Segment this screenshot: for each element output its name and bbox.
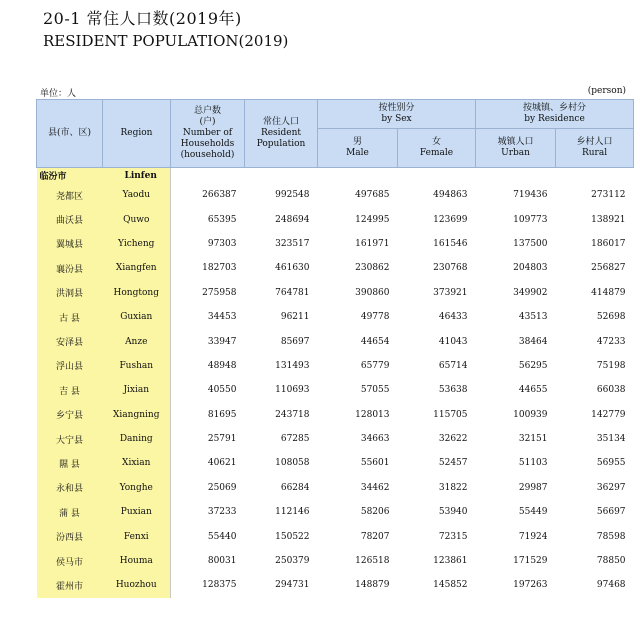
cell-female: 494863 (433, 190, 468, 201)
row-name-en: Anze (103, 329, 171, 353)
row-name-cn: 翼城县 (37, 232, 103, 256)
row-name-en: Yaodu (103, 183, 171, 207)
table-row (37, 183, 634, 207)
cell-resident: 67285 (280, 434, 310, 445)
cell-female: 161546 (433, 238, 468, 249)
cell-male: 128013 (355, 409, 390, 420)
header-resident (245, 100, 318, 168)
cell-female: 145852 (433, 580, 468, 591)
cell-female: 230768 (433, 263, 468, 274)
header-urban-en: Urban (501, 148, 530, 158)
cell-resident: 243718 (275, 409, 310, 420)
row-name-en: Xixian (103, 451, 171, 475)
row-name-en: Puxian (103, 500, 171, 524)
header-by-sex-cn: 按性别分 (378, 103, 415, 113)
cell-male: 161971 (355, 238, 390, 249)
header-rural (556, 129, 634, 168)
table-row (37, 354, 634, 378)
cell-resident: 112146 (275, 507, 310, 518)
cell-resident: 131493 (275, 360, 310, 371)
header-by-sex (318, 100, 476, 129)
cell-households: 40550 (171, 378, 245, 402)
row-name-cn: 汾西县 (37, 524, 103, 548)
cell-urban: 38464 (518, 336, 548, 347)
row-name-cn: 蒲 县 (37, 500, 103, 524)
cell-resident: 294731 (275, 580, 310, 591)
cell-male: 55601 (360, 458, 390, 469)
row-name-en: Quwo (103, 207, 171, 231)
row-name-en: Xiangfen (103, 256, 171, 280)
cell-rural: 78850 (596, 556, 626, 567)
cell-female: 52457 (438, 458, 468, 469)
cell-urban: 109773 (513, 214, 548, 225)
cell-urban: 100939 (513, 409, 548, 420)
table-row (37, 403, 634, 427)
row-name-cn: 大宁县 (37, 427, 103, 451)
row-name-cn: 尧都区 (37, 183, 103, 207)
cell-female: 53940 (438, 507, 468, 518)
cell-households: 266387 (171, 183, 245, 207)
table-row (37, 451, 634, 475)
row-name-cn: 浮山县 (37, 354, 103, 378)
header-by-residence-cn: 按城镇、乡村分 (523, 103, 587, 113)
header-resident-cn: 常住人口 (262, 117, 299, 127)
header-county-cn: 县(市、区) (37, 100, 103, 168)
cell-resident: 150522 (275, 531, 310, 542)
cell-urban: 137500 (513, 238, 548, 249)
table-row (37, 207, 634, 231)
cell-female: 53638 (438, 385, 468, 396)
row-name-en: Yicheng (103, 232, 171, 256)
cell-rural: 138921 (591, 214, 626, 225)
group-name-en: Linfen (103, 168, 171, 184)
table-row (37, 524, 634, 548)
table-row (37, 329, 634, 353)
cell-urban: 204803 (513, 263, 548, 274)
cell-female: 115705 (433, 409, 468, 420)
header-urban (476, 129, 556, 168)
cell-rural: 36297 (596, 482, 626, 493)
title-english: RESIDENT POPULATION(2019) (43, 32, 289, 50)
row-name-cn: 永和县 (37, 476, 103, 500)
table-row (37, 378, 634, 402)
row-name-cn: 襄汾县 (37, 256, 103, 280)
row-name-en: Fushan (103, 354, 171, 378)
row-name-en: Houma (103, 549, 171, 573)
cell-female: 41043 (438, 336, 468, 347)
cell-households: 65395 (171, 207, 245, 231)
table-row (37, 573, 634, 597)
group-row (37, 168, 634, 184)
row-name-en: Hongtong (103, 281, 171, 305)
cell-households: 275958 (171, 281, 245, 305)
header-households-cn-unit: (户) (199, 117, 216, 127)
population-table (36, 99, 634, 598)
header-by-residence (476, 100, 634, 129)
header-by-residence-en: by Residence (524, 114, 585, 124)
header-female-cn: 女 (432, 137, 442, 147)
table-row (37, 256, 634, 280)
table-row (37, 549, 634, 573)
row-name-cn: 安泽县 (37, 329, 103, 353)
cell-male: 148879 (355, 580, 390, 591)
header-male (318, 129, 398, 168)
row-name-en: Daning (103, 427, 171, 451)
cell-households: 81695 (171, 403, 245, 427)
row-name-cn: 洪洞县 (37, 281, 103, 305)
cell-female: 72315 (438, 531, 468, 542)
cell-urban: 29987 (518, 482, 548, 493)
cell-urban: 43513 (518, 312, 548, 323)
row-name-en: Yonghe (103, 476, 171, 500)
table-row (37, 232, 634, 256)
cell-resident: 764781 (275, 287, 310, 298)
cell-households: 34453 (171, 305, 245, 329)
cell-households: 97303 (171, 232, 245, 256)
header-male-cn: 男 (352, 137, 362, 147)
table-body (37, 168, 634, 598)
row-name-en: Fenxi (103, 524, 171, 548)
unit-label: 单位：人 (40, 89, 77, 99)
header-by-sex-en: by Sex (381, 114, 412, 124)
cell-female: 32622 (438, 434, 468, 445)
cell-rural: 52698 (596, 312, 626, 323)
group-name-cn: 临汾市 (37, 168, 103, 184)
cell-rural: 75198 (596, 360, 626, 371)
cell-female: 123699 (433, 214, 468, 225)
cell-rural: 273112 (591, 190, 626, 201)
cell-rural: 256827 (591, 263, 626, 274)
cell-male: 126518 (355, 556, 390, 567)
cell-male: 497685 (355, 190, 390, 201)
cell-resident: 96211 (280, 312, 310, 323)
cell-resident: 85697 (280, 336, 310, 347)
cell-urban: 71924 (518, 531, 548, 542)
row-name-cn: 隰 县 (37, 451, 103, 475)
row-name-en: Guxian (103, 305, 171, 329)
cell-male: 34663 (360, 434, 390, 445)
cell-resident: 992548 (275, 190, 310, 201)
cell-male: 78207 (360, 531, 390, 542)
table-row (37, 500, 634, 524)
cell-male: 65779 (360, 360, 390, 371)
cell-urban: 349902 (513, 287, 548, 298)
cell-households: 128375 (171, 573, 245, 597)
row-name-cn: 曲沃县 (37, 207, 103, 231)
table-row (37, 281, 634, 305)
cell-resident: 108058 (275, 458, 310, 469)
table-row (37, 427, 634, 451)
cell-male: 124995 (355, 214, 390, 225)
cell-households: 33947 (171, 329, 245, 353)
cell-male: 230862 (355, 263, 390, 274)
row-name-cn: 乡宁县 (37, 403, 103, 427)
cell-resident: 66284 (280, 482, 310, 493)
cell-rural: 97468 (596, 580, 626, 591)
table-header (37, 100, 634, 168)
cell-rural: 35134 (596, 434, 626, 445)
cell-households: 37233 (171, 500, 245, 524)
cell-urban: 56295 (518, 360, 548, 371)
row-name-cn: 吉 县 (37, 378, 103, 402)
header-female (398, 129, 476, 168)
header-households-en-2: Households (180, 139, 235, 149)
cell-male: 57055 (360, 385, 390, 396)
row-name-cn: 古 县 (37, 305, 103, 329)
cell-resident: 250379 (275, 556, 310, 567)
header-households-en: Number of (182, 128, 233, 138)
cell-female: 31822 (438, 482, 468, 493)
cell-rural: 56955 (596, 458, 626, 469)
cell-male: 34462 (360, 482, 390, 493)
cell-urban: 51103 (518, 458, 548, 469)
row-name-cn: 霍州市 (37, 573, 103, 597)
header-households (171, 100, 245, 168)
cell-rural: 142779 (591, 409, 626, 420)
header-rural-en: Rural (581, 148, 608, 158)
cell-urban: 44655 (518, 385, 548, 396)
cell-male: 390860 (355, 287, 390, 298)
row-name-en: Jixian (103, 378, 171, 402)
cell-female: 373921 (433, 287, 468, 298)
cell-urban: 197263 (513, 580, 548, 591)
unit-label-english: (person) (587, 86, 626, 96)
header-households-en-unit: (household) (180, 150, 235, 160)
header-resident-en: Resident (260, 128, 302, 138)
cell-rural: 78598 (596, 531, 626, 542)
cell-male: 58206 (360, 507, 390, 518)
cell-urban: 171529 (513, 556, 548, 567)
cell-urban: 32151 (518, 434, 548, 445)
cell-female: 46433 (438, 312, 468, 323)
row-name-en: Xiangning (103, 403, 171, 427)
header-male-en: Male (346, 148, 369, 158)
cell-resident: 461630 (275, 263, 310, 274)
cell-resident: 323517 (275, 238, 310, 249)
row-name-en: Huozhou (103, 573, 171, 597)
header-rural-cn: 乡村人口 (576, 137, 613, 147)
cell-households: 80031 (171, 549, 245, 573)
table-row (37, 476, 634, 500)
cell-rural: 186017 (591, 238, 626, 249)
cell-urban: 719436 (513, 190, 548, 201)
cell-households: 182703 (171, 256, 245, 280)
cell-households: 40621 (171, 451, 245, 475)
cell-households: 25791 (171, 427, 245, 451)
cell-rural: 47233 (596, 336, 626, 347)
header-urban-cn: 城镇人口 (497, 137, 534, 147)
cell-households: 55440 (171, 524, 245, 548)
table-row (37, 305, 634, 329)
cell-urban: 55449 (518, 507, 548, 518)
cell-resident: 248694 (275, 214, 310, 225)
cell-male: 44654 (360, 336, 390, 347)
header-region-en: Region (103, 100, 171, 168)
title-chinese: 20-1 常住人口数(2019年) (43, 9, 242, 28)
row-name-cn: 侯马市 (37, 549, 103, 573)
header-female-en: Female (419, 148, 454, 158)
cell-rural: 414879 (591, 287, 626, 298)
cell-female: 123861 (433, 556, 468, 567)
cell-rural: 66038 (596, 385, 626, 396)
cell-rural: 56697 (596, 507, 626, 518)
cell-resident: 110693 (275, 385, 310, 396)
cell-households: 48948 (171, 354, 245, 378)
cell-households: 25069 (171, 476, 245, 500)
header-households-cn: 总户数 (193, 106, 221, 116)
cell-male: 49778 (360, 312, 390, 323)
header-resident-en-2: Population (256, 139, 306, 149)
cell-female: 65714 (438, 360, 468, 371)
